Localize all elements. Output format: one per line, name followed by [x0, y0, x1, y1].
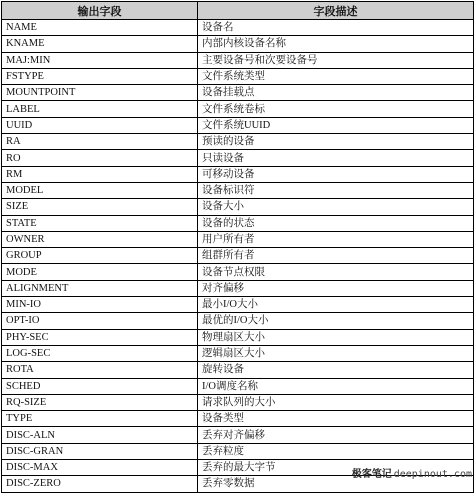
table-row	[2, 215, 474, 231]
table-row	[2, 166, 474, 182]
table-row	[2, 264, 474, 280]
field-description-cell: 可移动设备	[198, 166, 474, 182]
field-name-cell: ALIGNMENT	[2, 280, 198, 296]
table-row	[2, 68, 474, 84]
table-row	[2, 411, 474, 427]
table-row	[2, 101, 474, 117]
table-row	[2, 182, 474, 198]
field-description-cell: 设备标识符	[198, 182, 474, 198]
field-name-cell: PHY-SEC	[2, 329, 198, 345]
field-description-cell: 请求队列的大小	[198, 394, 474, 410]
table-row	[2, 117, 474, 133]
field-description-cell: 设备挂载点	[198, 85, 474, 101]
field-name-cell: RQ-SIZE	[2, 394, 198, 410]
field-description-cell: 设备的状态	[198, 215, 474, 231]
watermark-logo-text: 极客笔记	[351, 469, 392, 480]
field-name-cell: OWNER	[2, 231, 198, 247]
table-row	[2, 394, 474, 410]
field-description-cell: 最小I/O大小	[198, 297, 474, 313]
table-row	[2, 134, 474, 150]
field-name-cell: DISC-ZERO	[2, 476, 198, 492]
field-name-cell: UUID	[2, 117, 198, 133]
field-name-cell: SIZE	[2, 199, 198, 215]
table-row	[2, 313, 474, 329]
watermark	[352, 465, 472, 480]
table-row	[2, 20, 474, 36]
field-description-cell: 文件系统UUID	[198, 117, 474, 133]
field-name-cell: DISC-MAX	[2, 460, 198, 476]
field-description-cell: 丢弃零数据	[198, 476, 474, 492]
field-description-cell: 文件系统卷标	[198, 101, 474, 117]
table-row	[2, 199, 474, 215]
table-row	[2, 248, 474, 264]
field-description-cell: 逻辑扇区大小	[198, 345, 474, 361]
field-description-cell: 物理扇区大小	[198, 329, 474, 345]
field-name-cell: DISC-ALN	[2, 427, 198, 443]
field-name-cell: MOUNTPOINT	[2, 85, 198, 101]
field-description-cell: 用户所有者	[198, 231, 474, 247]
header-field-description: 字段描述	[198, 2, 474, 20]
field-description-cell: 只读设备	[198, 150, 474, 166]
field-name-cell: RM	[2, 166, 198, 182]
field-name-cell: ROTA	[2, 362, 198, 378]
field-name-cell: MODE	[2, 264, 198, 280]
field-description-cell: 主要设备号和次要设备号	[198, 52, 474, 68]
field-description-cell: 对齐偏移	[198, 280, 474, 296]
field-name-cell: RA	[2, 134, 198, 150]
field-description-cell: 丢弃粒度	[198, 443, 474, 459]
table-row	[2, 297, 474, 313]
field-name-cell: SCHED	[2, 378, 198, 394]
field-description-cell: I/O调度名称	[198, 378, 474, 394]
table-row	[2, 52, 474, 68]
table-row	[2, 85, 474, 101]
table-row	[2, 280, 474, 296]
table-row	[2, 378, 474, 394]
table-row	[2, 427, 474, 443]
field-description-cell: 组群所有者	[198, 248, 474, 264]
field-description-cell: 旋转设备	[198, 362, 474, 378]
field-name-cell: LABEL	[2, 101, 198, 117]
field-description-cell: 预读的设备	[198, 134, 474, 150]
field-description-cell: 设备大小	[198, 199, 474, 215]
field-description-cell: 文件系统类型	[198, 68, 474, 84]
field-name-cell: MODEL	[2, 182, 198, 198]
field-name-cell: OPT-IO	[2, 313, 198, 329]
field-description-cell: 设备名	[198, 20, 474, 36]
watermark-site: deepinout.com	[393, 469, 472, 480]
field-name-cell: GROUP	[2, 248, 198, 264]
table-row	[2, 36, 474, 52]
field-name-cell: NAME	[2, 20, 198, 36]
table-row	[2, 150, 474, 166]
field-description-cell: 丢弃的最大字节	[198, 460, 474, 476]
field-name-cell: MAJ:MIN	[2, 52, 198, 68]
field-description-cell: 丢弃对齐偏移	[198, 427, 474, 443]
field-description-cell: 设备节点权限	[198, 264, 474, 280]
table-header-row	[2, 2, 474, 20]
field-description-cell: 内部内核设备名称	[198, 36, 474, 52]
header-output-field: 输出字段	[2, 2, 198, 20]
field-name-cell: FSTYPE	[2, 68, 198, 84]
field-name-cell: LOG-SEC	[2, 345, 198, 361]
field-name-cell: STATE	[2, 215, 198, 231]
table-row	[2, 443, 474, 459]
field-name-cell: RO	[2, 150, 198, 166]
field-name-cell: MIN-IO	[2, 297, 198, 313]
field-name-cell: KNAME	[2, 36, 198, 52]
table-row	[2, 329, 474, 345]
table-body	[2, 20, 474, 493]
field-description-cell: 设备类型	[198, 411, 474, 427]
table-row	[2, 362, 474, 378]
fields-table	[1, 1, 474, 493]
table-row	[2, 345, 474, 361]
table-row	[2, 231, 474, 247]
field-name-cell: DISC-GRAN	[2, 443, 198, 459]
field-description-cell: 最优的I/O大小	[198, 313, 474, 329]
field-name-cell: TYPE	[2, 411, 198, 427]
